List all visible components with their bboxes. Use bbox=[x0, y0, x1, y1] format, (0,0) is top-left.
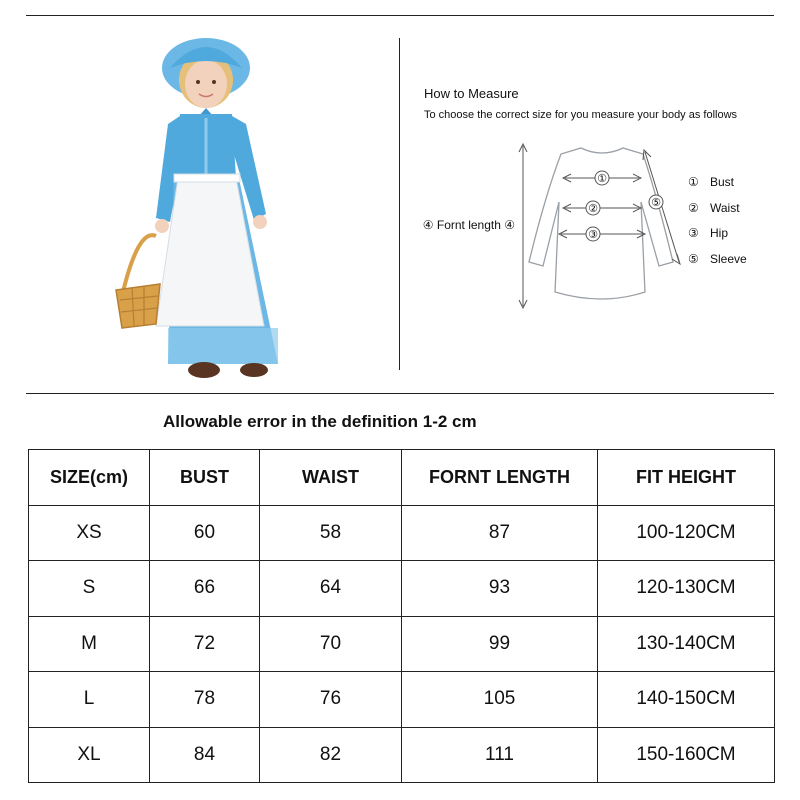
diagram-num-sleeve: ⑤ bbox=[651, 196, 661, 209]
cell-fit-height: 120-130CM bbox=[598, 561, 775, 617]
table-header-row bbox=[29, 450, 775, 506]
cell-fit-height: 150-160CM bbox=[598, 727, 775, 783]
header-fit-height: FIT HEIGHT bbox=[598, 450, 775, 506]
middle-divider bbox=[26, 393, 774, 394]
cell-bust: 66 bbox=[150, 561, 260, 617]
cell-bust: 84 bbox=[150, 727, 260, 783]
legend-num: ⑤ bbox=[688, 251, 699, 266]
measure-legend bbox=[688, 170, 747, 272]
front-length-label: ④ Fornt length ④ bbox=[422, 218, 515, 232]
cell-bust: 60 bbox=[150, 505, 260, 561]
basket bbox=[116, 284, 160, 328]
diagram-num-hip: ③ bbox=[588, 228, 598, 241]
cell-front-length: 111 bbox=[402, 727, 598, 783]
vertical-divider bbox=[399, 38, 400, 370]
product-photo bbox=[108, 28, 308, 388]
legend-item bbox=[688, 170, 747, 196]
legend-num: ③ bbox=[688, 226, 699, 240]
diagram-num-waist: ② bbox=[588, 202, 598, 215]
cell-waist: 82 bbox=[260, 727, 402, 783]
cell-size: XS bbox=[29, 505, 150, 561]
cell-size: L bbox=[29, 672, 150, 728]
cell-fit-height: 140-150CM bbox=[598, 672, 775, 728]
header-waist: WAIST bbox=[260, 450, 402, 506]
cell-bust: 78 bbox=[150, 672, 260, 728]
cell-front-length: 99 bbox=[402, 616, 598, 672]
left-shoe bbox=[188, 362, 220, 378]
cell-front-length: 87 bbox=[402, 505, 598, 561]
legend-num: ② bbox=[688, 200, 699, 215]
right-shoe bbox=[240, 363, 268, 377]
cell-fit-height: 130-140CM bbox=[598, 616, 775, 672]
header-bust: BUST bbox=[150, 450, 260, 506]
cell-bust: 72 bbox=[150, 616, 260, 672]
legend-item bbox=[688, 247, 747, 273]
allowable-error-caption: Allowable error in the definition 1-2 cm bbox=[163, 412, 477, 431]
cell-waist: 76 bbox=[260, 672, 402, 728]
legend-label: Hip bbox=[710, 226, 729, 240]
table-row bbox=[29, 561, 775, 617]
legend-label: Waist bbox=[710, 200, 740, 215]
table-row bbox=[29, 505, 775, 561]
header-front-length: FORNT LENGTH bbox=[402, 450, 598, 506]
header-size: SIZE(cm) bbox=[29, 450, 150, 506]
measure-subtitle: To choose the correct size for you measure your body as follows bbox=[424, 109, 738, 121]
cell-size: M bbox=[29, 616, 150, 672]
legend-item bbox=[688, 221, 747, 247]
measure-title: How to Measure bbox=[424, 86, 519, 101]
table-row bbox=[29, 727, 775, 783]
cell-front-length: 93 bbox=[402, 561, 598, 617]
legend-label: Sleeve bbox=[710, 251, 747, 266]
cell-fit-height: 100-120CM bbox=[598, 505, 775, 561]
table-row bbox=[29, 672, 775, 728]
cell-size: XL bbox=[29, 727, 150, 783]
cell-size: S bbox=[29, 561, 150, 617]
legend-num: ① bbox=[688, 175, 699, 189]
cell-front-length: 105 bbox=[402, 672, 598, 728]
legend-item bbox=[688, 196, 747, 222]
cell-waist: 58 bbox=[260, 505, 402, 561]
top-divider bbox=[26, 15, 774, 16]
cell-waist: 70 bbox=[260, 616, 402, 672]
size-table bbox=[28, 449, 775, 783]
diagram-num-bust: ① bbox=[597, 172, 607, 185]
face bbox=[185, 60, 227, 108]
legend-label: Bust bbox=[710, 175, 735, 189]
cell-waist: 64 bbox=[260, 561, 402, 617]
table-row bbox=[29, 616, 775, 672]
